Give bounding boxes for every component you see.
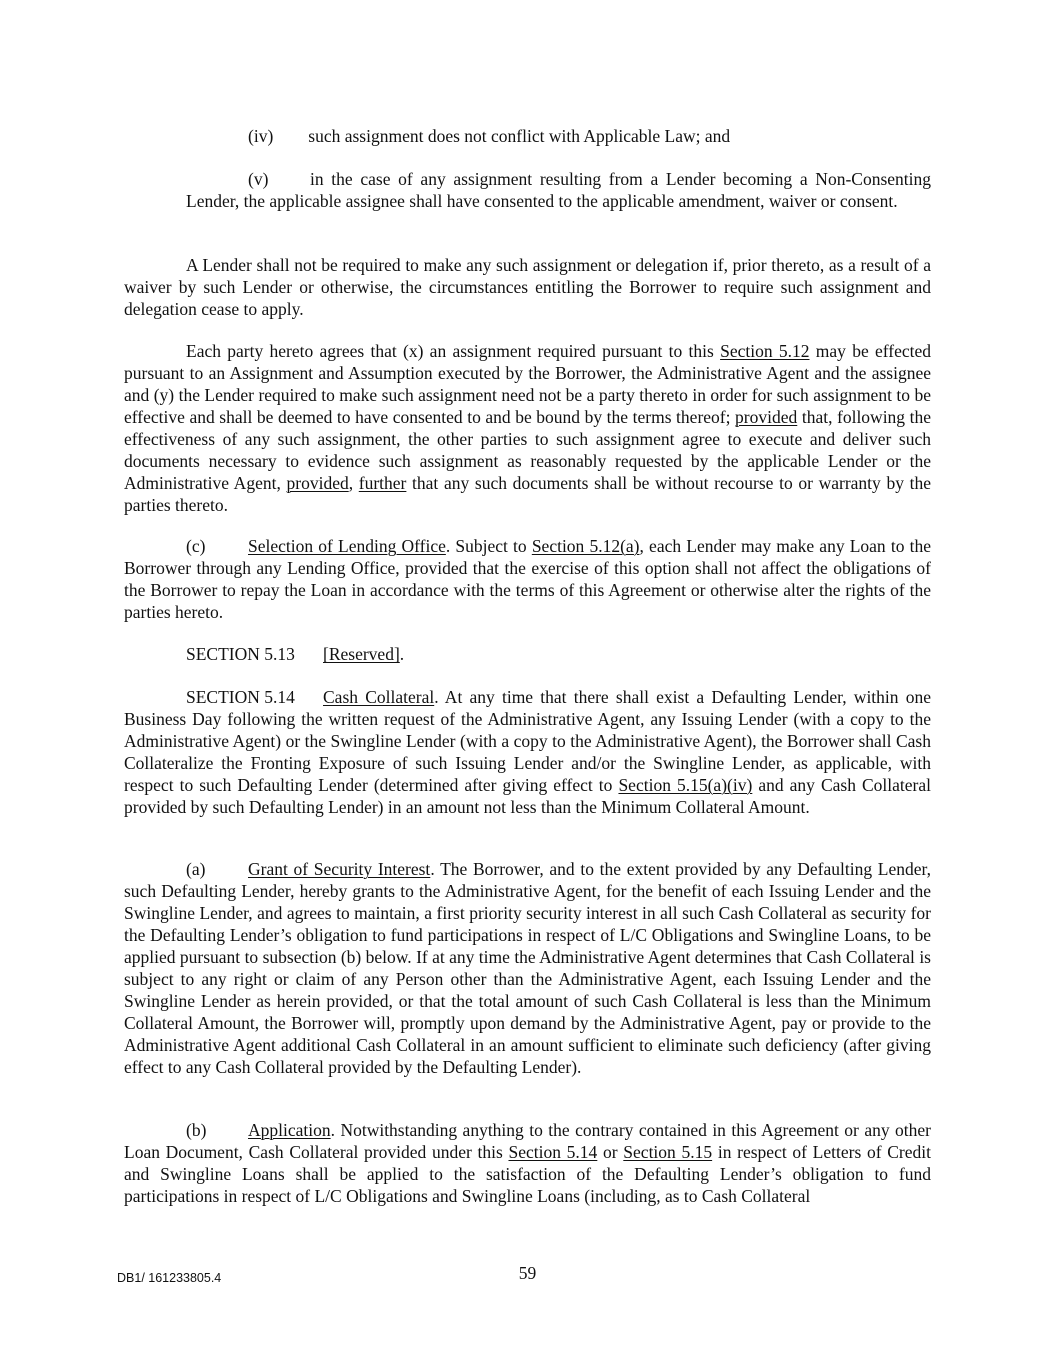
provided-term-2: provided <box>286 473 349 493</box>
text-run: . Notwithstanding anything to the contrary contained in this Agreement or any other Loan Document, Cash Collateral provided under this <box>124 1120 931 1162</box>
page-number: 59 <box>518 1263 537 1283</box>
paragraph-b-application <box>124 1119 931 1207</box>
section-5-14-title: Cash Collateral <box>323 687 435 707</box>
section-5-14-link[interactable]: Section 5.14 <box>508 1142 598 1162</box>
clause-v-number: (v) <box>248 169 269 189</box>
clause-iv-number: (iv) <box>248 126 274 146</box>
clause-v-text: in the case of any assignment resulting from a Lender becoming a Non-Consenting Lender, the applicable assignee shall have consented to the applicable amendment, waiver or consent. <box>186 169 931 211</box>
clause-v <box>186 168 931 212</box>
text-run: and any Cash Collateral provided by such Defaulting Lender) in an amount not less than the Minimum Collateral Amount. <box>124 775 931 817</box>
text-run: . The Borrower, and to the extent provided by any Defaulting Lender, such Defaulting Lender, hereby grants to the Administrative Agent, for the benefit of each Issuing Lender and the Swingline Lender, and agrees to maintain, a first priority security interest in all such Cash Collateral as security for the Defaulting Lender’s obligation to fund participations in respect of L/C Obligations and Swingline Loans, to be applied pursuant to subsection (b) below. If at any time the Administrative Agent determines that Cash Collateral is subject to any right or claim of any Person other than the Administrative Agent, each Issuing Lender and the Swingline Lender as herein provided, or that the total amount of such Cash Collateral is less than the Minimum Collateral Amount, the Borrower will, promptly upon demand by the Administrative Agent, pay or provide to the Administrative Agent additional Cash Collateral in an amount sufficient to eliminate such deficiency (after giving effect to any Cash Collateral provided by the Defaulting Lender). <box>124 859 932 1077</box>
section-5-13-title: [Reserved] <box>323 644 400 664</box>
document-id: DB1/ 161233805.4 <box>117 1271 222 1285</box>
clause-iv <box>124 125 931 147</box>
lending-office-heading: Selection of Lending Office <box>248 536 446 556</box>
text-run: . <box>399 644 405 664</box>
security-interest-heading: Grant of Security Interest <box>248 859 431 879</box>
clause-a-number: (a) <box>186 859 206 879</box>
paragraph-c-lending-office <box>124 535 931 623</box>
text-run: in respect of Letters of Credit and Swingline Loans shall be applied to the satisfaction of the Defaulting Lender’s obligation to fund participations in respect of L/C Obligations and Swingline Loans (including, as to Cash Collateral <box>124 1142 931 1206</box>
section-5-14 <box>124 686 931 818</box>
application-heading: Application <box>248 1120 331 1140</box>
section-5-15-link[interactable]: Section 5.15 <box>623 1142 713 1162</box>
text-run: or <box>597 1142 624 1162</box>
clause-b-number: (b) <box>186 1120 207 1140</box>
paragraph-a-security-interest <box>124 858 931 1078</box>
text-run: , <box>348 473 359 493</box>
provided-term: provided <box>735 407 798 427</box>
section-5-14-number: SECTION 5.14 <box>186 687 295 707</box>
text-run: may be effected pursuant to an Assignment and Assumption executed by the Borrower, the Administrative Agent and the assignee and (y) the Lender required to make such assignment need not be a party thereto in order for such assignment to be effective and shall be deemed to have consented to and be bound by the terms thereof; <box>124 341 932 427</box>
paragraph-no-assignment: A Lender shall not be required to make any such assignment or delegation if, prior thereto, as a result of a waiver by such Lender or otherwise, the circumstances entitling the Borrower to require such assignment and delegation cease to apply. <box>124 255 931 319</box>
paragraph-each-party <box>124 340 931 516</box>
text-run: , each Lender may make any Loan to the Borrower through any Lending Office, provided that the exercise of this option shall not affect the obligations of the Borrower to repay the Loan in accordance with the terms of this Agreement or otherwise alter the rights of the parties hereto. <box>124 536 931 622</box>
section-5-15a-iv-link[interactable]: Section 5.15(a)(iv) <box>618 775 753 795</box>
clause-iv-text: such assignment does not conflict with Applicable Law; and <box>308 126 731 146</box>
text-run: . At any time that there shall exist a Defaulting Lender, within one Business Day following the written request of the Administrative Agent, any Issuing Lender (with a copy to the Administrative Agent) or the Swingline Lender (with a copy to the Administrative Agent), the Borrower shall Cash Collateralize the Fronting Exposure of such Issuing Lender and/or the Swingline Lender, as applicable, with respect to such Defaulting Lender (determined after giving effect to <box>124 687 931 795</box>
section-5-12a-link[interactable]: Section 5.12(a) <box>531 536 640 556</box>
text-run: that, following the effectiveness of any such assignment, the other parties to such assignment agree to execute and deliver such documents necessary to evidence such assignment as reasonably requested by the applicable Lender or the Administrative Agent, <box>124 407 931 493</box>
section-5-12-link[interactable]: Section 5.12 <box>720 341 810 361</box>
section-5-13 <box>124 643 931 665</box>
section-5-13-number: SECTION 5.13 <box>186 644 295 664</box>
further-term: further <box>358 473 407 493</box>
text-run: that any such documents shall be without recourse to or warranty by the parties thereto. <box>124 473 931 515</box>
text-run: . Subject to <box>445 536 532 556</box>
clause-c-number: (c) <box>186 536 206 556</box>
text-run: Each party hereto agrees that (x) an assignment required pursuant to this <box>186 341 721 361</box>
